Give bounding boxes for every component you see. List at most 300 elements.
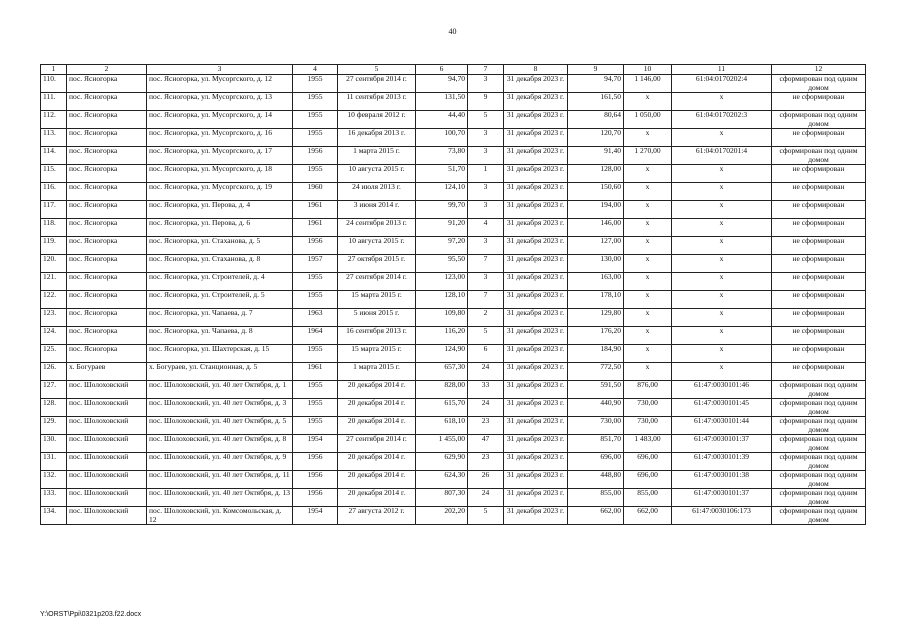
cell-area-planned: 730,00 <box>568 417 624 435</box>
cell-settlement: пос. Ясногорка <box>67 219 147 237</box>
cell-address: пос. Шолоховский, ул. 40 лет Октября, д. 3 <box>147 399 293 417</box>
table-row <box>41 507 866 525</box>
cell-residents: 3 <box>468 147 504 165</box>
cell-land-status: не сформирован <box>772 345 866 363</box>
cell-settlement: пос. Ясногорка <box>67 273 147 291</box>
cell-cadastral-number: 61:04:0170202:3 <box>672 111 772 129</box>
cell-deadline: 31 декабря 2023 г. <box>504 345 568 363</box>
cell-area: 97,20 <box>416 237 468 255</box>
cell-residents: 6 <box>468 345 504 363</box>
cell-address: х. Богураев, ул. Станционная, д. 5 <box>147 363 293 381</box>
cell-deadline: 31 декабря 2023 г. <box>504 435 568 453</box>
cell-address: пос. Ясногорка, ул. Чапаева, д. 8 <box>147 327 293 345</box>
cell-area-planned: 591,50 <box>568 381 624 399</box>
cell-deadline: 31 декабря 2023 г. <box>504 327 568 345</box>
cell-residents: 24 <box>468 489 504 507</box>
cell-area-planned: 662,00 <box>568 507 624 525</box>
cell-area: 828,00 <box>416 381 468 399</box>
cell-date: 1 марта 2015 г. <box>338 147 416 165</box>
column-header: 12 <box>772 65 866 75</box>
cell-row-number: 116. <box>41 183 67 201</box>
cell-settlement: пос. Шолоховский <box>67 435 147 453</box>
cell-settlement: пос. Ясногорка <box>67 309 147 327</box>
cell-date: 15 марта 2015 г. <box>338 291 416 309</box>
cell-area: 657,30 <box>416 363 468 381</box>
cell-build-year: 1955 <box>293 129 338 147</box>
cell-area-planned: 146,00 <box>568 219 624 237</box>
cell-area: 91,20 <box>416 219 468 237</box>
cell-area: 618,10 <box>416 417 468 435</box>
cell-date: 27 октября 2015 г. <box>338 255 416 273</box>
cell-date: 15 марта 2015 г. <box>338 345 416 363</box>
cell-land-area: х <box>624 291 672 309</box>
table-row <box>41 327 866 345</box>
column-header: 10 <box>624 65 672 75</box>
column-header: 7 <box>468 65 504 75</box>
cell-residents: 5 <box>468 327 504 345</box>
cell-settlement: пос. Шолоховский <box>67 507 147 525</box>
cell-address: пос. Ясногорка, ул. Строителей, д. 5 <box>147 291 293 309</box>
cell-settlement: пос. Шолоховский <box>67 417 147 435</box>
cell-residents: 24 <box>468 399 504 417</box>
cell-build-year: 1964 <box>293 327 338 345</box>
cell-date: 27 сентября 2014 г. <box>338 435 416 453</box>
cell-date: 27 августа 2012 г. <box>338 507 416 525</box>
cell-cadastral-number: 61:04:0170202:4 <box>672 75 772 93</box>
cell-area-planned: 128,00 <box>568 165 624 183</box>
cell-residents: 23 <box>468 417 504 435</box>
cell-land-status: не сформирован <box>772 201 866 219</box>
cell-row-number: 118. <box>41 219 67 237</box>
cell-address: пос. Ясногорка, ул. Перова, д. 6 <box>147 219 293 237</box>
cell-row-number: 126. <box>41 363 67 381</box>
column-header: 8 <box>504 65 568 75</box>
column-header: 9 <box>568 65 624 75</box>
cell-row-number: 112. <box>41 111 67 129</box>
cell-area-planned: 129,80 <box>568 309 624 327</box>
cell-settlement: пос. Ясногорка <box>67 345 147 363</box>
cell-date: 27 сентября 2014 г. <box>338 273 416 291</box>
cell-cadastral-number: 61:47:0030106:173 <box>672 507 772 525</box>
table-row <box>41 75 866 93</box>
cell-cadastral-number: х <box>672 183 772 201</box>
cell-row-number: 121. <box>41 273 67 291</box>
cell-cadastral-number: х <box>672 129 772 147</box>
cell-area-planned: 448,80 <box>568 471 624 489</box>
cell-area-planned: 150,60 <box>568 183 624 201</box>
cell-address: пос. Ясногорка, ул. Стаханова, д. 8 <box>147 255 293 273</box>
cell-build-year: 1955 <box>293 165 338 183</box>
cell-deadline: 31 декабря 2023 г. <box>504 453 568 471</box>
table-row <box>41 309 866 327</box>
cell-cadastral-number: х <box>672 291 772 309</box>
cell-row-number: 128. <box>41 399 67 417</box>
cell-address: пос. Шолоховский, ул. 40 лет Октября, д. 9 <box>147 453 293 471</box>
cell-build-year: 1956 <box>293 471 338 489</box>
cell-cadastral-number: 61:47:0030101:39 <box>672 453 772 471</box>
cell-row-number: 132. <box>41 471 67 489</box>
cell-area: 128,10 <box>416 291 468 309</box>
cell-date: 10 августа 2015 г. <box>338 237 416 255</box>
cell-row-number: 131. <box>41 453 67 471</box>
cell-address: пос. Ясногорка, ул. Мусоргского, д. 14 <box>147 111 293 129</box>
cell-build-year: 1955 <box>293 273 338 291</box>
cell-land-status: не сформирован <box>772 165 866 183</box>
cell-build-year: 1955 <box>293 417 338 435</box>
table-row <box>41 435 866 453</box>
cell-area-planned: 161,50 <box>568 93 624 111</box>
cell-area: 629,90 <box>416 453 468 471</box>
cell-cadastral-number: х <box>672 363 772 381</box>
cell-cadastral-number: 61:04:0170201:4 <box>672 147 772 165</box>
cell-build-year: 1956 <box>293 489 338 507</box>
cell-settlement: пос. Ясногорка <box>67 327 147 345</box>
cell-deadline: 31 декабря 2023 г. <box>504 291 568 309</box>
cell-date: 20 декабря 2014 г. <box>338 453 416 471</box>
cell-area-planned: 855,00 <box>568 489 624 507</box>
cell-deadline: 31 декабря 2023 г. <box>504 507 568 525</box>
cell-land-area: 1 050,00 <box>624 111 672 129</box>
table-row <box>41 273 866 291</box>
cell-row-number: 122. <box>41 291 67 309</box>
cell-date: 20 декабря 2014 г. <box>338 417 416 435</box>
cell-address: пос. Шолоховский, ул. 40 лет Октября, д. 8 <box>147 435 293 453</box>
cell-build-year: 1955 <box>293 381 338 399</box>
cell-row-number: 114. <box>41 147 67 165</box>
cell-area-planned: 176,20 <box>568 327 624 345</box>
cell-address: пос. Ясногорка, ул. Шахтерская, д. 15 <box>147 345 293 363</box>
cell-date: 27 сентября 2014 г. <box>338 75 416 93</box>
cell-cadastral-number: х <box>672 273 772 291</box>
column-header: 5 <box>338 65 416 75</box>
cell-land-area: 730,00 <box>624 417 672 435</box>
cell-area-planned: 163,00 <box>568 273 624 291</box>
cell-land-status: не сформирован <box>772 363 866 381</box>
cell-land-area: 855,00 <box>624 489 672 507</box>
cell-land-area: х <box>624 273 672 291</box>
cell-address: пос. Шолоховский, ул. 40 лет Октября, д. 11 <box>147 471 293 489</box>
cell-build-year: 1956 <box>293 453 338 471</box>
cell-date: 16 сентября 2013 г. <box>338 327 416 345</box>
cell-land-status: не сформирован <box>772 291 866 309</box>
cell-land-status: сформирован под одним домом <box>772 453 866 471</box>
cell-area-planned: 120,70 <box>568 129 624 147</box>
cell-land-status: не сформирован <box>772 309 866 327</box>
table-row <box>41 291 866 309</box>
cell-build-year: 1961 <box>293 219 338 237</box>
cell-cadastral-number: х <box>672 237 772 255</box>
cell-land-status: не сформирован <box>772 255 866 273</box>
cell-row-number: 120. <box>41 255 67 273</box>
cell-settlement: пос. Ясногорка <box>67 129 147 147</box>
cell-date: 20 декабря 2014 г. <box>338 381 416 399</box>
cell-land-status: сформирован под одним домом <box>772 399 866 417</box>
table-body <box>41 75 866 525</box>
column-header: 6 <box>416 65 468 75</box>
cell-land-area: 730,00 <box>624 399 672 417</box>
cell-residents: 33 <box>468 381 504 399</box>
cell-area-planned: 851,70 <box>568 435 624 453</box>
cell-row-number: 127. <box>41 381 67 399</box>
cell-build-year: 1955 <box>293 291 338 309</box>
cell-date: 20 декабря 2014 г. <box>338 489 416 507</box>
cell-land-area: х <box>624 327 672 345</box>
cell-address: пос. Шолоховский, ул. 40 лет Октября, д. 5 <box>147 417 293 435</box>
cell-area: 95,50 <box>416 255 468 273</box>
cell-residents: 3 <box>468 201 504 219</box>
cell-land-status: сформирован под одним домом <box>772 489 866 507</box>
cell-row-number: 117. <box>41 201 67 219</box>
cell-deadline: 31 декабря 2023 г. <box>504 273 568 291</box>
table-row <box>41 363 866 381</box>
cell-row-number: 123. <box>41 309 67 327</box>
cell-build-year: 1956 <box>293 237 338 255</box>
cell-deadline: 31 декабря 2023 г. <box>504 111 568 129</box>
cell-land-area: 662,00 <box>624 507 672 525</box>
cell-address: пос. Ясногорка, ул. Чапаева, д. 7 <box>147 309 293 327</box>
cell-build-year: 1957 <box>293 255 338 273</box>
cell-area-planned: 80,64 <box>568 111 624 129</box>
cell-residents: 2 <box>468 309 504 327</box>
cell-land-area: 1 270,00 <box>624 147 672 165</box>
cell-land-area: х <box>624 309 672 327</box>
table-row <box>41 129 866 147</box>
cell-cadastral-number: 61:47:0030101:45 <box>672 399 772 417</box>
cell-land-status: сформирован под одним домом <box>772 381 866 399</box>
cell-cadastral-number: х <box>672 345 772 363</box>
cell-deadline: 31 декабря 2023 г. <box>504 129 568 147</box>
cell-date: 20 декабря 2014 г. <box>338 471 416 489</box>
cell-build-year: 1961 <box>293 363 338 381</box>
cell-deadline: 31 декабря 2023 г. <box>504 93 568 111</box>
cell-residents: 3 <box>468 183 504 201</box>
cell-cadastral-number: 61:47:0030101:38 <box>672 471 772 489</box>
cell-build-year: 1960 <box>293 183 338 201</box>
cell-land-status: не сформирован <box>772 273 866 291</box>
cell-settlement: пос. Ясногорка <box>67 75 147 93</box>
cell-land-status: не сформирован <box>772 237 866 255</box>
cell-area-planned: 696,00 <box>568 453 624 471</box>
cell-deadline: 31 декабря 2023 г. <box>504 363 568 381</box>
column-header: 1 <box>41 65 67 75</box>
cell-area: 116,20 <box>416 327 468 345</box>
cell-land-status: сформирован под одним домом <box>772 147 866 165</box>
cell-address: пос. Ясногорка, ул. Мусоргского, д. 19 <box>147 183 293 201</box>
table-row <box>41 219 866 237</box>
cell-row-number: 134. <box>41 507 67 525</box>
cell-land-area: х <box>624 237 672 255</box>
cell-date: 10 февраля 2012 г. <box>338 111 416 129</box>
cell-settlement: пос. Ясногорка <box>67 201 147 219</box>
column-number-row <box>41 65 866 75</box>
cell-deadline: 31 декабря 2023 г. <box>504 417 568 435</box>
cell-settlement: пос. Шолоховский <box>67 453 147 471</box>
cell-build-year: 1955 <box>293 345 338 363</box>
table-row <box>41 255 866 273</box>
cell-land-area: 1 483,00 <box>624 435 672 453</box>
cell-build-year: 1955 <box>293 93 338 111</box>
cell-build-year: 1955 <box>293 399 338 417</box>
cell-area-planned: 94,70 <box>568 75 624 93</box>
cell-row-number: 119. <box>41 237 67 255</box>
cell-settlement: пос. Ясногорка <box>67 165 147 183</box>
cell-address: пос. Ясногорка, ул. Перова, д. 4 <box>147 201 293 219</box>
cell-residents: 23 <box>468 453 504 471</box>
cell-cadastral-number: 61:47:0030101:37 <box>672 435 772 453</box>
cell-row-number: 124. <box>41 327 67 345</box>
cell-build-year: 1954 <box>293 507 338 525</box>
cell-land-area: х <box>624 129 672 147</box>
cell-area: 100,70 <box>416 129 468 147</box>
cell-residents: 5 <box>468 111 504 129</box>
cell-area: 124,10 <box>416 183 468 201</box>
cell-residents: 4 <box>468 219 504 237</box>
cell-deadline: 31 декабря 2023 г. <box>504 219 568 237</box>
cell-address: пос. Ясногорка, ул. Мусоргского, д. 13 <box>147 93 293 111</box>
cell-cadastral-number: х <box>672 93 772 111</box>
table-row <box>41 345 866 363</box>
cell-land-area: х <box>624 183 672 201</box>
cell-cadastral-number: х <box>672 327 772 345</box>
cell-area-planned: 194,00 <box>568 201 624 219</box>
housing-table <box>40 64 866 525</box>
page-number: 40 <box>448 27 457 36</box>
cell-settlement: пос. Шолоховский <box>67 489 147 507</box>
cell-land-area: х <box>624 363 672 381</box>
cell-row-number: 113. <box>41 129 67 147</box>
cell-row-number: 133. <box>41 489 67 507</box>
cell-address: пос. Ясногорка, ул. Стаханова, д. 5 <box>147 237 293 255</box>
cell-area: 615,70 <box>416 399 468 417</box>
cell-land-status: не сформирован <box>772 129 866 147</box>
cell-settlement: пос. Ясногорка <box>67 183 147 201</box>
table-row <box>41 417 866 435</box>
cell-deadline: 31 декабря 2023 г. <box>504 489 568 507</box>
cell-area: 624,30 <box>416 471 468 489</box>
cell-address: пос. Шолоховский, ул. 40 лет Октября, д. 1 <box>147 381 293 399</box>
cell-area: 1 455,00 <box>416 435 468 453</box>
table-row <box>41 111 866 129</box>
cell-settlement: пос. Ясногорка <box>67 111 147 129</box>
cell-cadastral-number: 61:47:0030101:46 <box>672 381 772 399</box>
cell-address: пос. Ясногорка, ул. Мусоргского, д. 12 <box>147 75 293 93</box>
cell-build-year: 1955 <box>293 75 338 93</box>
table-row <box>41 183 866 201</box>
cell-address: пос. Ясногорка, ул. Мусоргского, д. 18 <box>147 165 293 183</box>
cell-land-status: сформирован под одним домом <box>772 111 866 129</box>
cell-settlement: пос. Шолоховский <box>67 471 147 489</box>
cell-date: 24 июля 2013 г. <box>338 183 416 201</box>
cell-row-number: 129. <box>41 417 67 435</box>
cell-address: пос. Шолоховский, ул. 40 лет Октября, д. 13 <box>147 489 293 507</box>
cell-residents: 7 <box>468 291 504 309</box>
cell-land-area: х <box>624 219 672 237</box>
cell-date: 16 декабря 2013 г. <box>338 129 416 147</box>
cell-land-status: сформирован под одним домом <box>772 471 866 489</box>
cell-row-number: 110. <box>41 75 67 93</box>
cell-area-planned: 184,90 <box>568 345 624 363</box>
cell-cadastral-number: х <box>672 165 772 183</box>
cell-build-year: 1963 <box>293 309 338 327</box>
cell-build-year: 1961 <box>293 201 338 219</box>
cell-settlement: пос. Шолоховский <box>67 381 147 399</box>
cell-land-status: сформирован под одним домом <box>772 417 866 435</box>
cell-row-number: 111. <box>41 93 67 111</box>
cell-area-planned: 440,90 <box>568 399 624 417</box>
column-header: 3 <box>147 65 293 75</box>
cell-date: 24 сентября 2013 г. <box>338 219 416 237</box>
cell-deadline: 31 декабря 2023 г. <box>504 381 568 399</box>
cell-row-number: 115. <box>41 165 67 183</box>
cell-date: 10 августа 2015 г. <box>338 165 416 183</box>
cell-residents: 26 <box>468 471 504 489</box>
cell-settlement: пос. Ясногорка <box>67 291 147 309</box>
cell-settlement: пос. Ясногорка <box>67 147 147 165</box>
table-row <box>41 453 866 471</box>
cell-settlement: пос. Ясногорка <box>67 93 147 111</box>
cell-land-status: не сформирован <box>772 183 866 201</box>
cell-residents: 7 <box>468 255 504 273</box>
cell-land-area: х <box>624 201 672 219</box>
cell-date: 11 сентября 2013 г. <box>338 93 416 111</box>
cell-land-status: не сформирован <box>772 327 866 345</box>
cell-build-year: 1955 <box>293 111 338 129</box>
cell-area-planned: 91,40 <box>568 147 624 165</box>
cell-land-status: не сформирован <box>772 93 866 111</box>
cell-land-status: не сформирован <box>772 219 866 237</box>
cell-settlement: х. Богураев <box>67 363 147 381</box>
cell-residents: 5 <box>468 507 504 525</box>
cell-build-year: 1956 <box>293 147 338 165</box>
cell-deadline: 31 декабря 2023 г. <box>504 165 568 183</box>
cell-cadastral-number: 61:47:0030101:44 <box>672 417 772 435</box>
cell-address: пос. Шолоховский, ул. Комсомольская, д. 12 <box>147 507 293 525</box>
cell-deadline: 31 декабря 2023 г. <box>504 471 568 489</box>
cell-cadastral-number: х <box>672 255 772 273</box>
cell-land-status: сформирован под одним домом <box>772 75 866 93</box>
cell-address: пос. Ясногорка, ул. Строителей, д. 4 <box>147 273 293 291</box>
table-row <box>41 237 866 255</box>
cell-residents: 3 <box>468 273 504 291</box>
table-row <box>41 489 866 507</box>
cell-area: 131,50 <box>416 93 468 111</box>
cell-address: пос. Ясногорка, ул. Мусоргского, д. 16 <box>147 129 293 147</box>
cell-residents: 47 <box>468 435 504 453</box>
cell-land-area: 1 146,00 <box>624 75 672 93</box>
cell-area: 44,40 <box>416 111 468 129</box>
cell-deadline: 31 декабря 2023 г. <box>504 201 568 219</box>
cell-build-year: 1954 <box>293 435 338 453</box>
cell-land-status: сформирован под одним домом <box>772 435 866 453</box>
cell-deadline: 31 декабря 2023 г. <box>504 237 568 255</box>
cell-land-area: 696,00 <box>624 453 672 471</box>
table-row <box>41 147 866 165</box>
cell-cadastral-number: 61:47:0030101:37 <box>672 489 772 507</box>
cell-settlement: пос. Ясногорка <box>67 237 147 255</box>
cell-deadline: 31 декабря 2023 г. <box>504 147 568 165</box>
cell-settlement: пос. Шолоховский <box>67 399 147 417</box>
column-header: 2 <box>67 65 147 75</box>
cell-area-planned: 178,10 <box>568 291 624 309</box>
table-row <box>41 93 866 111</box>
cell-deadline: 31 декабря 2023 г. <box>504 309 568 327</box>
table-row <box>41 381 866 399</box>
cell-area: 123,00 <box>416 273 468 291</box>
cell-area: 94,70 <box>416 75 468 93</box>
cell-land-area: х <box>624 165 672 183</box>
cell-residents: 3 <box>468 129 504 147</box>
cell-area: 202,20 <box>416 507 468 525</box>
